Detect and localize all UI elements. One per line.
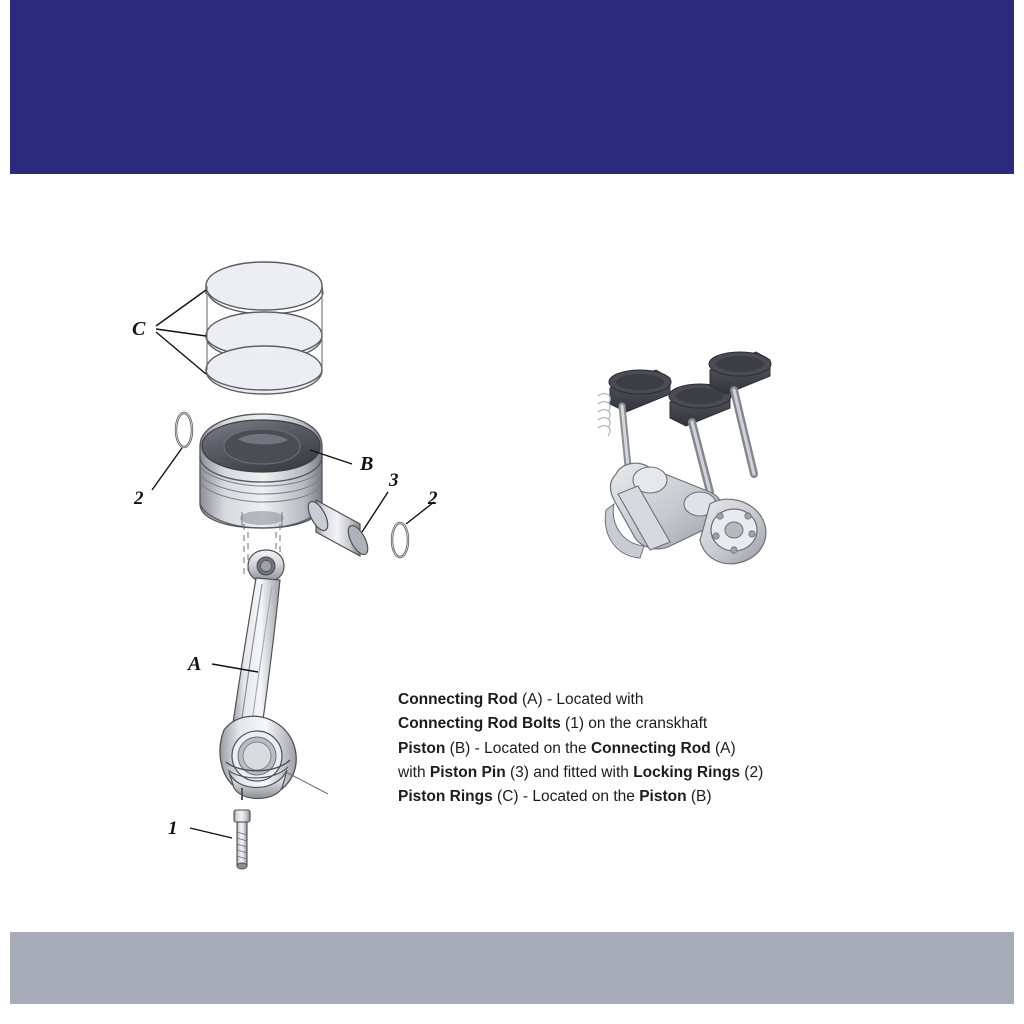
caption-text-5b: (B) [686,788,712,806]
caption-line-2 [398,712,868,736]
diagram-svg [10,174,1014,932]
caption-term-piston-2: Piston [639,788,687,806]
caption-text-3b: (A) [710,739,736,757]
caption-term-piston-rings: Piston Rings [398,788,493,806]
connecting-rod [220,550,296,800]
callout-3-leader [362,492,388,532]
caption-term-piston: Piston [398,739,446,757]
callout-1-label: 1 [168,818,178,839]
caption-text-2: (1) on the cranskhaft [560,715,708,733]
callout-3-label: 3 [389,470,399,491]
piston-rings [206,262,323,394]
caption-term-connecting-rod-bolts: Connecting Rod Bolts [398,715,561,733]
piston [200,414,322,528]
caption-term-connecting-rod: Connecting Rod [398,691,518,708]
caption-text-1: (A) - Located with [517,691,644,708]
caption-text-4a: with [398,763,430,781]
caption-term-locking-rings: Locking Rings [633,763,740,781]
crankshaft-assembly-illustration [598,352,771,564]
caption-text-4c: (2) [739,763,764,781]
callout-c-label: C [132,318,146,340]
piston-pin [304,499,371,558]
caption-line-4 [398,761,868,785]
right-margin [1014,0,1024,1024]
header-band [10,0,1014,174]
footer-band [10,932,1014,1004]
exploded-diagram [10,174,1014,932]
locking-ring-right [392,523,408,557]
footer-margin [0,1004,1024,1024]
caption-line-1 [398,688,868,712]
parts-caption [398,688,868,809]
callout-2-right-label: 2 [428,488,438,509]
callout-1-leader [190,828,232,838]
caption-line-3 [398,737,868,761]
rod-piston-link [286,772,328,794]
caption-term-connecting-rod-2: Connecting Rod [590,739,711,757]
caption-line-5 [398,785,868,809]
locking-ring-left [176,413,192,447]
left-margin [0,0,10,1024]
caption-text-5a: (C) - Located on the [492,788,640,806]
caption-term-piston-pin: Piston Pin [429,763,506,781]
caption-text-3a: (B) - Located on the [445,739,591,757]
callout-a-label: A [188,653,202,675]
caption-text-4b: (3) and fitted with [505,763,634,781]
callout-c-leaders [156,290,206,374]
connecting-rod-bolt [234,810,250,869]
callout-2-left-label: 2 [134,488,144,509]
callout-2-left-leader [152,448,182,490]
callout-b-label: B [360,453,374,475]
